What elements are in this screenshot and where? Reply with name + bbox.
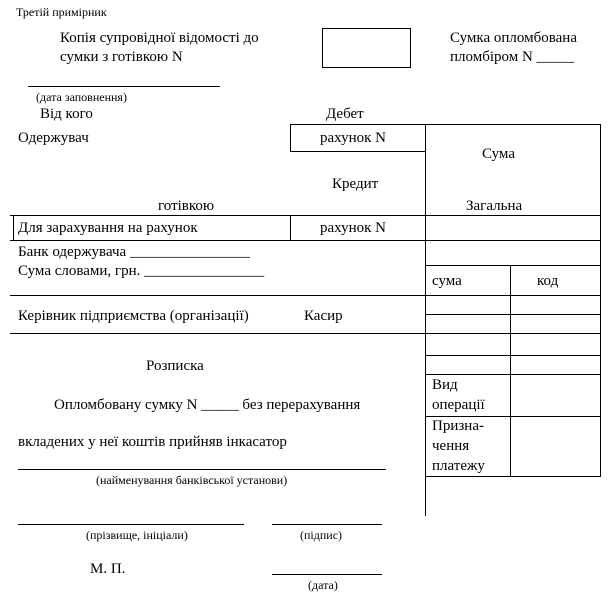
debit-label: Дебет — [326, 106, 364, 122]
fill-date-caption: (дата заповнення) — [36, 90, 127, 104]
credit-account-divider — [290, 215, 291, 240]
amount-row-line-7 — [425, 355, 601, 356]
name-caption: (прізвище, ініціали) — [86, 528, 188, 542]
sealed-bag-line-1: Сумка опломбована — [450, 30, 577, 46]
crediting-top-line — [10, 215, 426, 216]
amount-table-top-border — [425, 124, 601, 125]
cashier-label: Касир — [304, 308, 343, 324]
total-amount-label: Загальна — [466, 198, 523, 214]
amount-row-line-5 — [425, 314, 601, 315]
signature-line — [272, 524, 382, 525]
crediting-bottom-line — [10, 240, 426, 241]
copy-label: Третій примірник — [16, 5, 107, 19]
bank-name-caption: (найменування банківської установи) — [96, 473, 288, 487]
sealed-bag-line-2: пломбіром N _____ — [450, 49, 575, 65]
form-title-line-1: Копія супровідної відомості до — [60, 30, 259, 46]
receipt-line-2: вкладених у неї коштів прийняв інкасатор — [18, 434, 287, 450]
recipient-bank-label: Банк одержувача ________________ — [18, 244, 250, 260]
for-crediting-label: Для зарахування на рахунок — [18, 220, 198, 236]
fill-date-line — [28, 86, 220, 87]
date-caption: (дата) — [308, 578, 338, 592]
cash-label: готівкою — [158, 198, 215, 214]
amount-row-line-6 — [425, 333, 601, 334]
manager-label: Керівник підприємства (організації) — [18, 308, 249, 324]
amount-table-left-border — [425, 124, 426, 516]
amount-header: Сума — [482, 146, 515, 162]
crediting-left-tick — [13, 215, 14, 240]
amount-code-divider — [510, 265, 511, 476]
name-line — [18, 524, 244, 525]
signature-caption: (підпис) — [300, 528, 343, 542]
signature-row-bottom-line — [10, 333, 426, 334]
bank-name-line — [18, 469, 386, 470]
amount-row-line-4 — [425, 295, 601, 296]
date-line — [272, 574, 382, 575]
amount-row-line-2 — [425, 240, 601, 241]
sum-column-header: сума — [432, 273, 462, 289]
amount-row-line-1 — [425, 215, 601, 216]
amount-row-line-3 — [425, 265, 601, 266]
sum-in-words-label: Сума словами, грн. ________________ — [18, 263, 265, 279]
signature-row-top-line — [10, 295, 426, 296]
form-title-line-2: сумки з готівкою N — [60, 49, 183, 65]
payment-purpose-label: Призна- чення платежу — [432, 418, 485, 474]
credit-label: Кредит — [332, 176, 379, 192]
stamp-label: М. П. — [90, 561, 126, 577]
from-whom-label: Від кого — [40, 106, 93, 122]
receipt-line-1: Опломбовану сумку N _____ без перерахування — [54, 397, 361, 413]
operation-type-label: Вид операції — [432, 377, 485, 413]
debit-account-label: рахунок N — [320, 130, 386, 146]
credit-account-label: рахунок N — [320, 220, 386, 236]
receipt-title: Розписка — [146, 358, 204, 374]
bag-number-box — [322, 28, 411, 68]
amount-table-bottom-border — [425, 476, 601, 477]
code-column-header: код — [537, 273, 559, 289]
amount-table-right-border — [600, 124, 601, 476]
recipient-label: Одержувач — [18, 130, 89, 146]
